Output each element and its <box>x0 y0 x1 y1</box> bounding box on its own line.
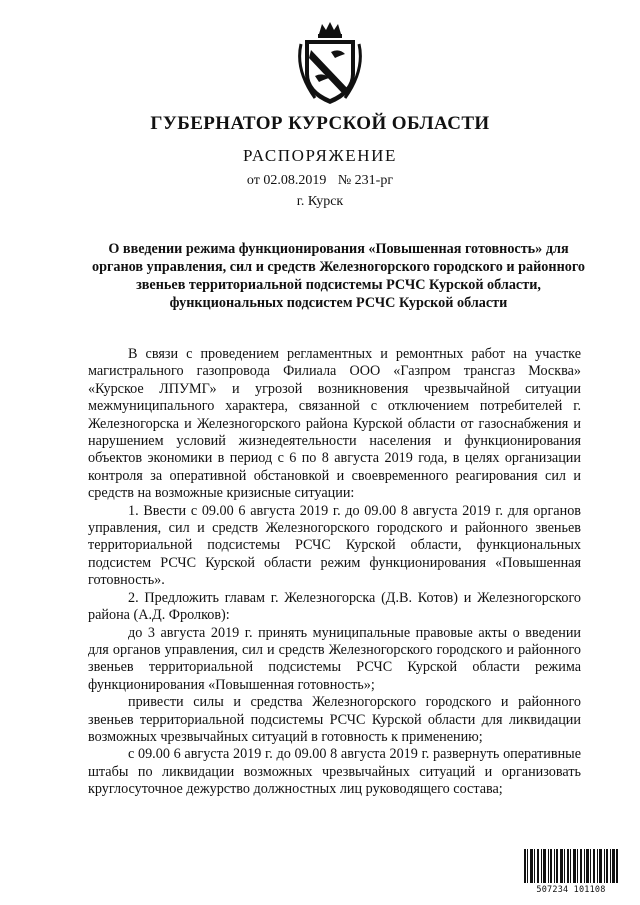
paragraph-preamble: В связи с проведением регламентных и ремонтных работ на участке магистрального газопровода Филиала ООО «Газпром трансгаз Москва» «Курское ЛПУМГ» и угрозой возникновения чрезвычайной ситуации межмуниципального характера, связанной с отключением потребителей г. Железногорска и Железногорского района Курской области от газоснабжения и нарушением условий жизнедеятельности населения и функционирования объектов экономики в период с 6 по 8 августа 2019 года, в целях организации контроля за оперативной обстановкой и своевременного реагирования сил и средств на возможные кризисные ситуации: <box>88 346 581 502</box>
barcode-icon <box>522 849 620 885</box>
paragraph-item-2-b: привести силы и средства Железногорского городского и районного звеньев территориальной подсистемы РСЧС Курской области для ликвидации возможных чрезвычайных ситуаций в готовность к применению; <box>88 694 581 745</box>
document-body <box>88 346 581 799</box>
document-subject: О введении режима функционирования «Повышенная готовность» для органов управления, сил и средств Железногорского городского и районного звеньев территориальной подсистемы РСЧС Курской области, функциональных подсистем РСЧС Курской области <box>91 241 586 311</box>
barcode-number: 507234 101108 <box>536 885 606 895</box>
authority-title: ГУБЕРНАТОР КУРСКОЙ ОБЛАСТИ <box>150 113 490 134</box>
document-city: г. Курск <box>296 194 344 209</box>
document-date: от 02.08.2019 <box>246 173 327 188</box>
paragraph-item-2: 2. Предложить главам г. Железногорска (Д.В. Котов) и Железногорского района (А.Д. Фролков): <box>88 589 581 624</box>
barcode <box>522 849 620 897</box>
document-number: № 231-рг <box>337 173 394 188</box>
paragraph-item-2-c: с 09.00 6 августа 2019 г. до 09.00 8 августа 2019 г. развернуть оперативные штабы по ликвидации возможных чрезвычайных ситуаций и организовать круглосуточное дежурство должностных лиц руководящего состава; <box>88 746 581 798</box>
paragraph-item-1: 1. Ввести с 09.00 6 августа 2019 г. до 09.00 8 августа 2019 г. для органов управления, сил и средств Железногорского городского и районного звеньев территориальной подсистемы РСЧС Курской области, функциональных подсистем РСЧС Курской области режим функционирования «Повышенная готовность». <box>88 502 581 589</box>
paragraph-item-2-a: до 3 августа 2019 г. принять муниципальные правовые акты о введении для органов управления, сил и средств Железногорского городского и районного звеньев территориальной подсистемы РСЧС Курской области режима функционирования «Повышенная готовность»; <box>88 624 581 693</box>
coat-of-arms-icon <box>295 20 365 108</box>
document-type: РАСПОРЯЖЕНИЕ <box>242 146 398 165</box>
document-meta <box>0 173 640 189</box>
